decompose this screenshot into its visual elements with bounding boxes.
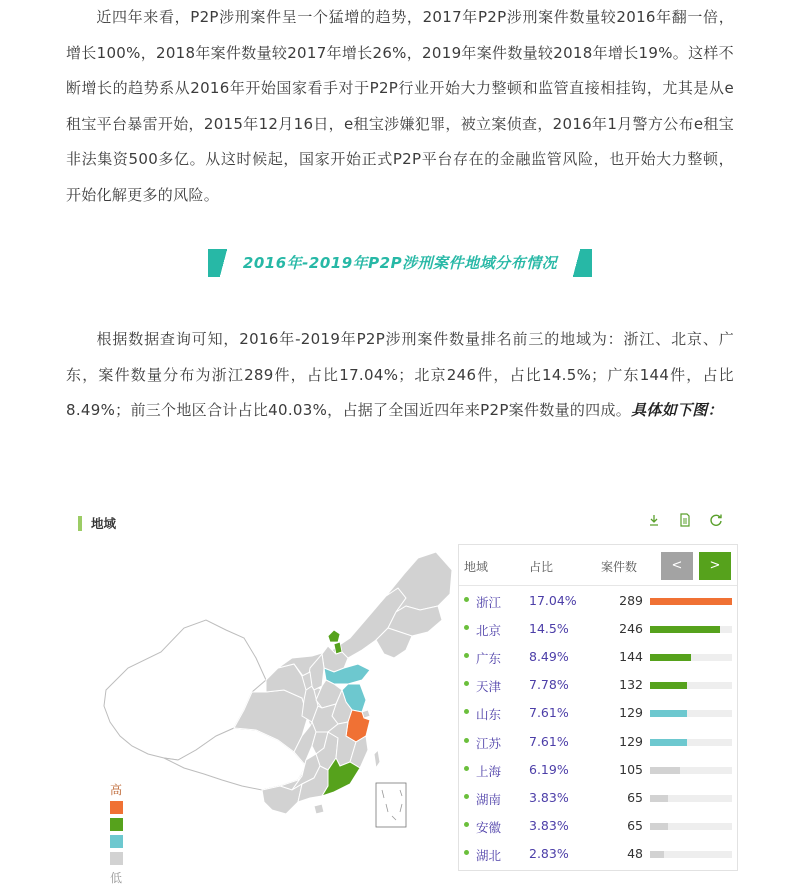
row-count: 129 (619, 705, 643, 721)
table-row[interactable] (459, 643, 737, 671)
row-region: 湖北 (476, 847, 502, 863)
row-dot-icon (464, 597, 469, 602)
row-region: 江苏 (476, 735, 502, 751)
row-dot-icon (464, 625, 469, 630)
header-region: 地域 (464, 560, 489, 574)
header-count: 案件数 (601, 560, 638, 574)
table-row[interactable] (459, 615, 737, 643)
row-dot-icon (464, 709, 469, 714)
legend-low-label: 低 (110, 871, 123, 885)
row-bar (650, 823, 668, 830)
row-region: 北京 (476, 623, 502, 639)
ranking-table (458, 544, 738, 871)
row-dot-icon (464, 794, 469, 799)
heading-tab-left (208, 249, 228, 277)
summary-paragraph (66, 322, 734, 429)
row-ratio: 3.83% (529, 789, 569, 805)
table-row[interactable] (459, 756, 737, 784)
table-row[interactable] (459, 587, 737, 615)
document-icon[interactable] (677, 513, 693, 529)
row-bar-track (650, 682, 732, 689)
row-bar-track (650, 767, 732, 774)
row-bar (650, 739, 687, 746)
row-bar (650, 598, 732, 605)
row-bar-track (650, 851, 732, 858)
row-dot-icon (464, 766, 469, 771)
row-dot-icon (464, 681, 469, 686)
row-region: 安徽 (476, 819, 502, 835)
row-dot-icon (464, 850, 469, 855)
map-region-beijing[interactable] (328, 630, 340, 642)
region-chart-widget (66, 500, 736, 893)
row-count: 144 (619, 649, 643, 665)
row-region: 上海 (476, 763, 502, 779)
table-row[interactable] (459, 840, 737, 868)
row-ratio: 2.83% (529, 845, 569, 861)
row-count: 105 (619, 761, 643, 777)
row-bar-track (650, 598, 732, 605)
widget-title (78, 514, 116, 532)
row-count: 48 (627, 845, 643, 861)
row-bar (650, 851, 664, 858)
table-row[interactable] (459, 728, 737, 756)
legend-swatch-tier3[interactable] (110, 835, 123, 848)
row-dot-icon (464, 653, 469, 658)
nine-dash-line (382, 790, 402, 820)
row-bar-track (650, 795, 732, 802)
row-region: 浙江 (476, 595, 502, 610)
row-bar (650, 626, 720, 633)
map-region-hainan[interactable] (314, 804, 324, 814)
row-ratio: 14.5% (529, 621, 569, 637)
summary-emphasis: 具体如下图： (631, 401, 723, 419)
row-bar-track (650, 710, 732, 717)
table-row[interactable] (459, 812, 737, 840)
table-header (459, 545, 737, 585)
row-region: 湖南 (476, 791, 502, 807)
legend-swatch-tier4[interactable] (110, 852, 123, 865)
row-bar (650, 682, 687, 689)
widget-title-text: 地域 (91, 516, 117, 531)
intro-paragraph (66, 0, 734, 213)
row-count: 129 (619, 733, 643, 749)
heading-tab-right (572, 249, 592, 277)
intro-text: 近四年来看，P2P涉刑案件呈一个猛增的趋势，2017年P2P涉刑案件数量较2016年翻一倍，增长100%，2018年案件数量较2017年增长26%，2019年案件数量较2018年增长19%。这样不断增长的趋势系从2016年开始国家看手对于P2P行业开始大力整顿和监管直接相挂钩，尤其是从e租宝平台暴雷开始，2015年12月16日，e租宝涉嫌犯罪，被立案侦查，2016年1月警方公布e租宝非法集资500多亿。从这时候起，国家开始正式P2P平台存在的金融监管风险，也开始大力整顿，开始化解更多的风险。 (66, 8, 734, 204)
row-region: 山东 (476, 707, 502, 723)
table-row[interactable] (459, 671, 737, 699)
row-bar-track (650, 823, 732, 830)
row-bar-track (650, 739, 732, 746)
map-region-yunnan[interactable] (262, 784, 302, 814)
table-row[interactable] (459, 699, 737, 727)
section-heading (208, 249, 592, 277)
row-count: 289 (619, 593, 643, 608)
header-ratio: 占比 (529, 560, 554, 574)
row-bar (650, 767, 680, 774)
row-bar-track (650, 626, 732, 633)
row-dot-icon (464, 822, 469, 827)
row-dot-icon (464, 738, 469, 743)
summary-text: 根据数据查询可知，2016年-2019年P2P涉刑案件数量排名前三的地域为：浙江、北京、广东，案件数量分布为浙江289件，占比17.04%；北京246件，占比14.5%；广东144件，占比8.49%；前三个地区合计占比40.03%，占据了全国近四年来P2P案件数量的四成。 (66, 330, 734, 419)
row-ratio: 17.04% (529, 593, 577, 608)
row-bar (650, 654, 691, 661)
row-count: 132 (619, 677, 643, 693)
table-row[interactable] (459, 784, 737, 812)
row-count: 246 (619, 621, 643, 637)
row-ratio: 7.78% (529, 677, 569, 693)
row-ratio: 8.49% (529, 649, 569, 665)
row-count: 65 (627, 817, 643, 833)
next-page-button[interactable]: > (699, 552, 731, 580)
header-divider (459, 585, 737, 586)
title-accent-bar (78, 516, 82, 531)
download-icon[interactable] (646, 513, 662, 529)
refresh-icon[interactable] (708, 513, 724, 529)
row-bar (650, 795, 668, 802)
legend-swatch-tier2[interactable] (110, 818, 123, 831)
prev-page-button[interactable]: < (661, 552, 693, 580)
legend-swatch-tier1[interactable] (110, 801, 123, 814)
row-count: 65 (627, 789, 643, 805)
row-region: 天津 (476, 679, 502, 695)
legend-high-label: 高 (110, 783, 123, 797)
section-heading-text: 2016年-2019年P2P涉刑案件地域分布情况 (242, 254, 558, 272)
row-region: 广东 (476, 651, 502, 667)
row-ratio: 7.61% (529, 733, 569, 749)
row-ratio: 7.61% (529, 705, 569, 721)
row-bar-track (650, 654, 732, 661)
map-legend (110, 781, 126, 886)
row-ratio: 6.19% (529, 761, 569, 777)
map-region-taiwan[interactable] (374, 750, 380, 768)
row-bar (650, 710, 687, 717)
widget-toolbar (646, 512, 734, 531)
row-ratio: 3.83% (529, 817, 569, 833)
